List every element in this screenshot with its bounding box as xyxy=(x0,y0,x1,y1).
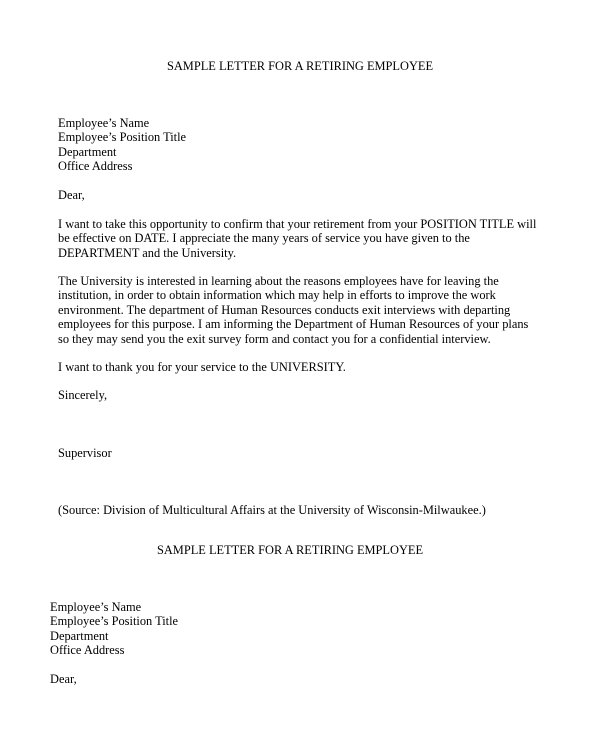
paragraph-retirement-confirmation xyxy=(58,217,548,260)
paragraph-exit-interview xyxy=(58,274,548,346)
recipient-address xyxy=(50,600,550,658)
address-line: Department xyxy=(50,628,109,643)
paragraph-line: institution, in order to obtain information which may help in efforts to improve the work xyxy=(58,288,496,303)
signature: Supervisor xyxy=(58,446,112,460)
salutation: Dear, xyxy=(50,672,77,686)
paragraph-line: so they may send you the exit survey form and contact you for a confidential interview. xyxy=(58,331,491,346)
address-line: Employee’s Position Title xyxy=(58,130,187,145)
paragraph-line: DEPARTMENT and the University. xyxy=(58,245,237,260)
address-line: Office Address xyxy=(58,159,133,174)
paragraph-line: environment. The department of Human Resources conducts exit interviews with departing xyxy=(58,302,511,317)
paragraph-thanks: I want to thank you for your service to the UNIVERSITY. xyxy=(58,360,346,374)
paragraph-line: I want to take this opportunity to confirm that your retirement from your POSITION TITLE will xyxy=(58,217,537,231)
recipient-address xyxy=(58,116,558,174)
closing: Sincerely, xyxy=(58,388,108,402)
letter-title: SAMPLE LETTER FOR A RETIRING EMPLOYEE xyxy=(156,543,424,557)
address-line: Employee’s Position Title xyxy=(50,614,179,629)
address-line: Office Address xyxy=(50,643,125,658)
address-line: Employee’s Name xyxy=(58,116,150,130)
source-note: (Source: Division of Multicultural Affairs at the University of Wisconsin-Milwaukee.) xyxy=(58,503,486,517)
paragraph-line: be effective on DATE. I appreciate the many years of service you have given to the xyxy=(58,231,470,246)
paragraph-line: employees for this purpose. I am informing the Department of Human Resources of your plans xyxy=(58,317,529,332)
address-line: Department xyxy=(58,144,117,159)
letter-title: SAMPLE LETTER FOR A RETIRING EMPLOYEE xyxy=(166,59,434,73)
paragraph-line: The University is interested in learning about the reasons employees have for leaving the xyxy=(58,274,499,288)
salutation: Dear, xyxy=(58,188,85,202)
address-line: Employee’s Name xyxy=(50,600,142,614)
